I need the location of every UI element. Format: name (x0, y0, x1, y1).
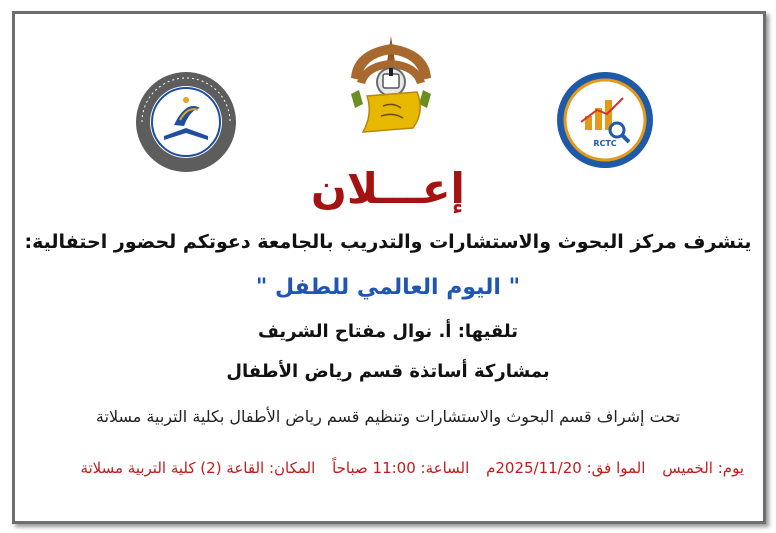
event-time: الساعة: 11:00 صباحاً (332, 459, 470, 477)
event-place: المكان: القاعة (2) كلية التربية مسلاتة (80, 459, 316, 477)
speaker-line: تلقيها: أ. نوال مفتاح الشريف (258, 321, 518, 342)
event-date: الموا فق: 2025/11/20م (486, 459, 646, 477)
event-details (14, 459, 744, 477)
event-day: يوم: الخميس (662, 459, 744, 477)
participation-line: بمشاركة أساتذة قسم رياض الأطفال (226, 361, 550, 382)
page-title: إعـــلان (311, 164, 465, 213)
invitation-intro: يتشرف مركز البحوث والاستشارات والتدريب بالجامعة دعوتكم لحضور احتفالية: (24, 231, 752, 253)
university-logo (343, 32, 439, 144)
rctc-logo (555, 70, 655, 170)
ministry-logo (134, 70, 238, 174)
rctc-abbr: RCTC (593, 139, 617, 148)
supervision-line: تحت إشراف قسم البحوث والاستشارات وتنظيم قسم رياض الأطفال بكلية التربية مسلاتة (95, 407, 681, 426)
event-name: " اليوم العالمي للطفل " (255, 275, 521, 300)
